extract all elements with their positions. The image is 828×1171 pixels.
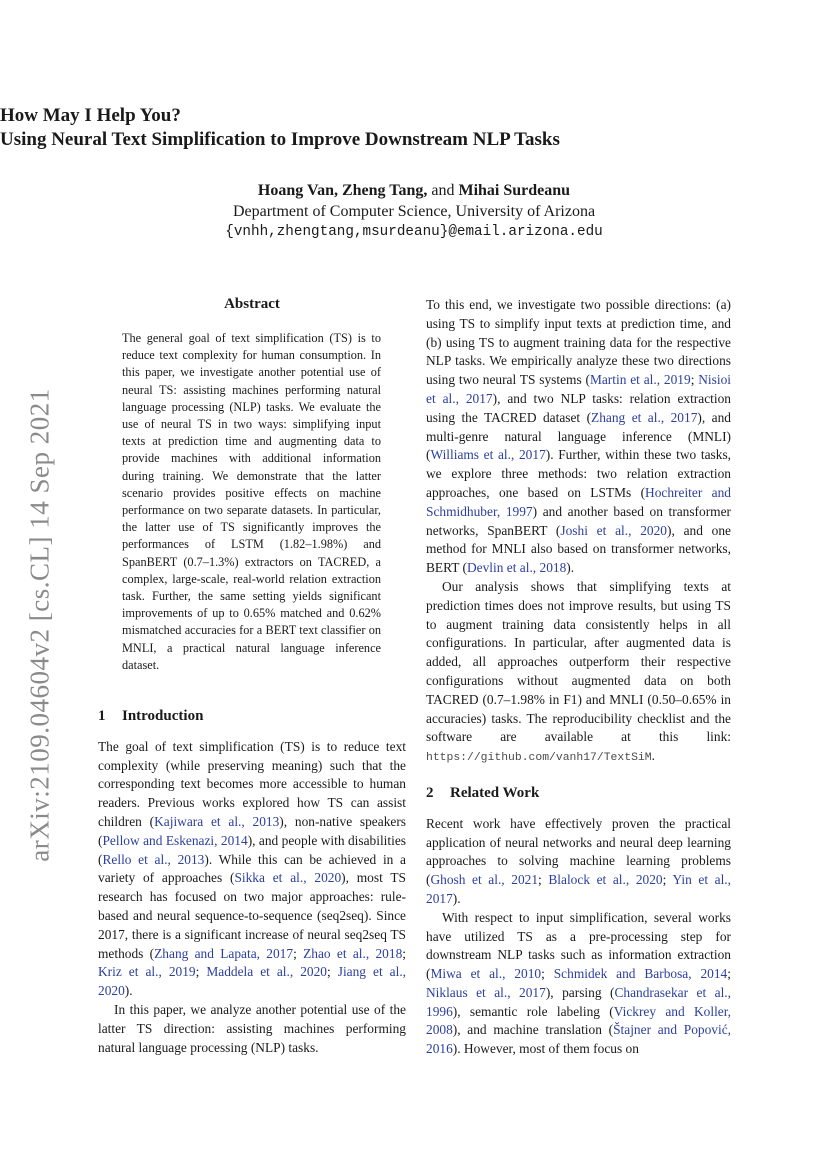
right-column bbox=[426, 296, 731, 1059]
author-names bbox=[0, 180, 828, 201]
intro-paragraph-1: The goal of text simplification (TS) is to reduce text complexity (while preserving meaning) such that the corresponding text becomes more accessible to human readers. Previous works explored how TS can assist children (Kajiwara et al., 2013), non-native speakers (Pellow and Eskenazi, 2014), and people with disabilities (Rello et al., 2013). While this can be achieved in a variety of approaches (Sikka et al., 2020), most TS research has focused on two major approaches: rule-based and neural sequence-to-sequence (seq2seq). Since 2017, there is a significant increase of neural seq2seq TS methods (Zhang and Lapata, 2017; Zhao et al., 2018; Kriz et al., 2019; Maddela et al., 2020; Jiang et al., 2020). bbox=[98, 738, 407, 999]
related-work-heading bbox=[426, 784, 731, 803]
related-paragraph-2: With respect to input simplification, several works have utilized TS as a pre-processing step for downstream NLP tasks such as information extraction (Miwa et al., 2010; Schmidek and Barbosa, 2014; Niklaus et al., 2017), parsing (Chandrasekar et al., 1996), semantic role labeling (Vickrey and Koller, 2008), and machine translation (Štajner and Popović, 2016). However, most of them focus on bbox=[426, 909, 732, 1057]
section-title: Introduction bbox=[122, 708, 204, 724]
intro-paragraph-3: To this end, we investigate two possible directions: (a) using TS to simplify input texts at prediction time, and (b) using TS to augment training data for the respective NLP tasks. We empirically analyze these two directions using two neural TS systems (Martin et al., 2019; Nisioi et al., 2017), and two NLP tasks: relation extraction using the TACRED dataset (Zhang et al., 2017), and multi-genre natural language inference (MNLI) (Williams et al., 2017). Further, within these two tasks, we explore three methods: two relation extraction approaches, one based on LSTMs (Hochreiter and Schmidhuber, 1997) and another based on transformer networks, SpanBERT (Joshi et al., 2020), and one method for MNLI also based on transformer networks, BERT (Devlin et al., 2018). bbox=[426, 297, 732, 576]
affiliation: Department of Computer Science, University of Arizona bbox=[232, 203, 596, 220]
citation-link[interactable]: Vickrey and Koller, 2008 bbox=[426, 1003, 732, 1038]
citation-link[interactable]: Sikka et al., 2020 bbox=[234, 870, 342, 886]
intro-paragraph-4: Our analysis shows that simplifying texts at prediction times does not improve results, but using TS to augment training data consistently helps in all configurations. In particular, after augmented data is added, all approaches outperform their respective configurations without augmented data on both TACRED (0.7–1.98% in F1) and MNLI (0.50–0.65% in accuracies) tasks. The reproducibility checklist and the software are available at this link: https://github.com/vanh17/TextSiM. bbox=[426, 578, 731, 765]
author-3: Mihai Surdeanu bbox=[458, 182, 571, 199]
abstract-text: The general goal of text simplification (TS) is to reduce text complexity for human consumption. In this paper, we investigate another potential use of neural TS: assisting machines performing natural language processing (NLP) tasks. We evaluate the use of neural TS in two ways: simplifying input texts at prediction time and augmenting data to provide machines with additional information during training. We demonstrate that the latter scenario provides positive effects on machine performance on two separate datasets. In particular, the latter use of TS significantly improves the performances of LSTM (1.82–1.98%) and SpanBERT (0.7–1.3%) extractors on TACRED, a complex, large-scale, real-world relation extraction task. Further, the same setting yields significant improvements of up to 0.65% matched and 0.62% mismatched accuracies for a BERT text classifier on MNLI, a practical natural language inference dataset. bbox=[122, 331, 381, 672]
citation-link[interactable]: Rello et al., 2013 bbox=[102, 851, 205, 867]
author-2: Zheng Tang, bbox=[341, 182, 428, 199]
citation-link[interactable]: Niklaus et al., 2017 bbox=[426, 984, 546, 1000]
citation-link[interactable]: Miwa et al., 2010 bbox=[430, 966, 542, 982]
arxiv-identifier-text: arXiv:2109.04604v2 [cs.CL] 14 Sep 2021 bbox=[24, 388, 55, 862]
section-number: 2 bbox=[426, 784, 434, 801]
title-line-2: Using Neural Text Simplification to Improve Downstream NLP Tasks bbox=[0, 129, 560, 150]
citation-link[interactable]: Štajner and Popović, 2016 bbox=[426, 1022, 732, 1057]
citation-link[interactable]: Nisioi et al., 2017 bbox=[426, 372, 731, 406]
citation-link[interactable]: Kriz et al., 2019 bbox=[98, 964, 196, 980]
arxiv-identifier-sidebar bbox=[18, 365, 62, 885]
citation-link[interactable]: Devlin et al., 2018 bbox=[466, 560, 567, 576]
intro-paragraph-2: In this paper, we analyze another potential use of the latter TS direction: assisting machines performing natural language processing (NLP) tasks. bbox=[98, 1001, 406, 1055]
software-link[interactable]: https://github.com/vanh17/TextSiM bbox=[426, 752, 652, 765]
citation-link[interactable]: Zhao et al., 2018 bbox=[303, 945, 403, 961]
section-number: 1 bbox=[98, 708, 106, 724]
citation-link[interactable]: Ghosh et al., 2021 bbox=[430, 872, 539, 888]
citation-link[interactable]: Yin et al., 2017 bbox=[426, 872, 731, 906]
citation-link[interactable]: Chandrasekar et al., 1996 bbox=[426, 984, 731, 1019]
paper-title bbox=[0, 104, 828, 152]
citation-link[interactable]: Pellow and Eskenazi, 2014 bbox=[102, 832, 248, 848]
section-title: Related Work bbox=[450, 784, 540, 801]
citation-link[interactable]: Williams et al., 2017 bbox=[430, 447, 546, 463]
citation-link[interactable]: Blalock et al., 2020 bbox=[548, 872, 663, 888]
related-paragraph-1: Recent work have effectively proven the practical application of neural networks and neural deep learning approaches to solving machine learning problems (Ghosh et al., 2021; Blalock et al., 2020; Yin et al., 2017). bbox=[426, 815, 731, 906]
author-1: Hoang Van, bbox=[257, 182, 338, 199]
author-block bbox=[0, 180, 828, 243]
citation-link[interactable]: Maddela et al., 2020 bbox=[206, 964, 327, 980]
citation-link[interactable]: Hochreiter and Schmidhuber, 1997 bbox=[426, 484, 731, 519]
citation-link[interactable]: Zhang and Lapata, 2017 bbox=[154, 945, 294, 961]
citation-link[interactable]: Jiang et al., 2020 bbox=[98, 964, 407, 999]
citation-link[interactable]: Martin et al., 2019 bbox=[589, 372, 691, 388]
title-line-1: How May I Help You? bbox=[0, 105, 181, 126]
citation-link[interactable]: Zhang et al., 2017 bbox=[591, 409, 698, 425]
introduction-section bbox=[98, 707, 406, 1057]
citation-link[interactable]: Schmidek and Barbosa, 2014 bbox=[553, 966, 728, 982]
citation-link[interactable]: Kajiwara et al., 2013 bbox=[154, 813, 280, 829]
author-emails: {vnhh,zhengtang,msurdeanu}@email.arizona.edu bbox=[225, 224, 603, 240]
author-conjunction: and bbox=[431, 182, 455, 199]
introduction-heading bbox=[98, 707, 406, 726]
citation-link[interactable]: Joshi et al., 2020 bbox=[560, 522, 667, 538]
abstract-heading: Abstract bbox=[224, 296, 280, 312]
